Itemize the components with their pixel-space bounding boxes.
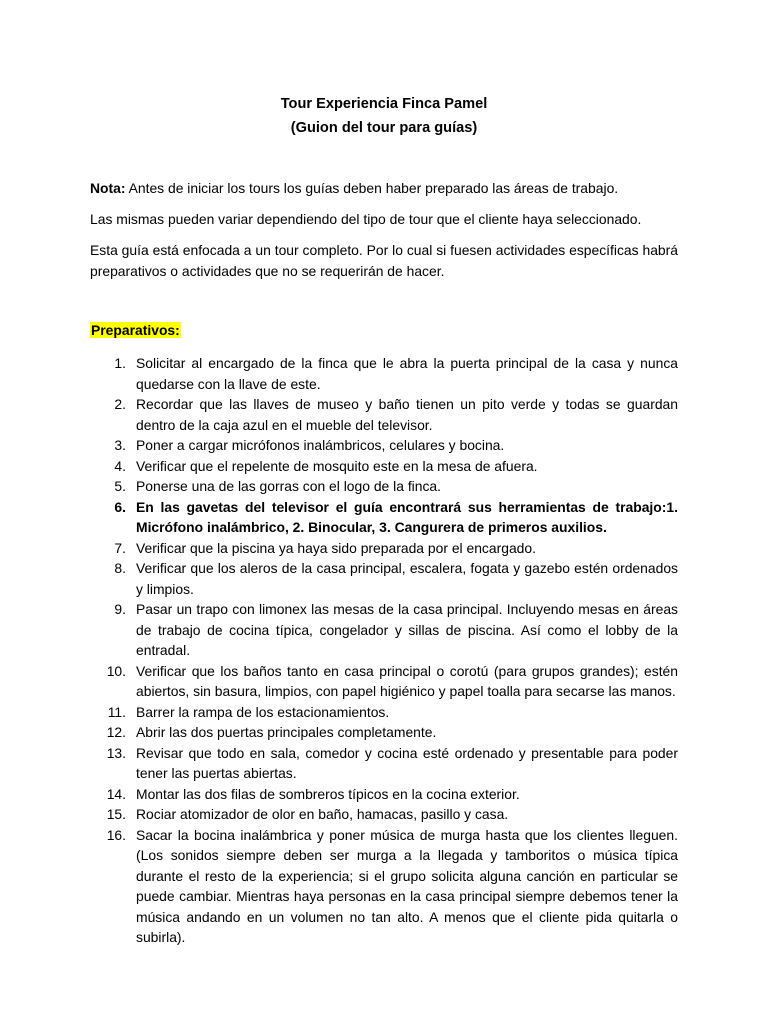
list-item-text: Poner a cargar micrófonos inalámbricos, celulares y bocina. <box>136 437 505 453</box>
list-item-number: 7. <box>114 539 126 556</box>
list-item <box>90 661 678 702</box>
list-item-text: Verificar que los aleros de la casa principal, escalera, fogata y gazebo estén ordenados y limpios. <box>136 560 678 597</box>
list-item-number: 6. <box>114 498 126 515</box>
list-item-text: Pasar un trapo con limonex las mesas de la casa principal. Incluyendo mesas en áreas de trabajo de cocina típica, congelador y sillas de piscina. Así como el lobby de la entradal. <box>136 601 678 658</box>
list-item-number: 9. <box>114 601 126 617</box>
list-item-number: 4. <box>114 457 126 474</box>
list-item-text: Abrir las dos puertas principales completamente. <box>136 724 437 740</box>
list-item-text: En las gavetas del televisor el guía encontrará sus herramientas de trabajo:1. Micrófono inalámbrico, 2. Binocular, 3. Cangurera de primeros auxilios. <box>136 498 678 535</box>
list-item-number: 14. <box>106 785 126 802</box>
list-item-number: 11. <box>107 703 126 720</box>
list-item-text: Recordar que las llaves de museo y baño tienen un pito verde y todas se guardan dentro de la caja azul en el mueble del televisor. <box>136 396 678 433</box>
list-item-text: Verificar que el repelente de mosquito este en la mesa de afuera. <box>136 457 538 474</box>
list-item <box>90 599 678 661</box>
scope-paragraph: Esta guía está enfocada a un tour completo. Por lo cual si fuesen actividades específicas habrá preparativos o actividades que no se requerirán de hacer. <box>90 242 678 279</box>
list-item <box>90 784 678 805</box>
list-item-text: Verificar que la piscina ya haya sido preparada por el encargado. <box>136 539 536 556</box>
variation-paragraph: Las mismas pueden variar dependiendo del tipo de tour que el cliente haya seleccionado. <box>90 211 642 227</box>
list-item <box>90 743 678 784</box>
list-item-number: 16. <box>106 826 126 843</box>
note-label: Nota: <box>90 180 126 196</box>
list-item-text: Montar las dos filas de sombreros típicos en la cocina exterior. <box>136 785 520 802</box>
list-item-number: 13. <box>106 744 126 761</box>
list-item <box>90 497 678 538</box>
list-item-number: 3. <box>114 437 126 453</box>
list-item <box>90 558 678 599</box>
list-item <box>90 435 678 456</box>
list-item-text: Rociar atomizador de olor en baño, hamacas, pasillo y casa. <box>136 806 509 822</box>
list-item-text: Barrer la rampa de los estacionamientos. <box>136 703 390 720</box>
list-item <box>90 722 678 743</box>
list-item <box>90 456 678 477</box>
list-item-text: Revisar que todo en sala, comedor y cocina esté ordenado y presentable para poder tener las puertas abiertas. <box>136 744 678 781</box>
list-item <box>90 353 678 394</box>
list-item-text: Ponerse una de las gorras con el logo de la finca. <box>136 478 442 494</box>
preparations-list <box>90 353 678 948</box>
list-item-number: 15. <box>106 806 126 822</box>
document-title: Tour Experiencia Finca Pamel <box>280 96 488 112</box>
list-item-number: 10. <box>106 662 126 679</box>
list-item-text: Solicitar al encargado de la finca que le abra la puerta principal de la casa y nunca quedarse con la llave de este. <box>136 355 678 392</box>
list-item-number: 8. <box>114 560 126 576</box>
section-heading <box>90 321 181 340</box>
document-subtitle: (Guion del tour para guías) <box>290 120 478 136</box>
list-item-number: 2. <box>114 396 126 412</box>
list-item-number: 5. <box>114 478 126 494</box>
list-item <box>90 476 678 497</box>
list-item <box>90 825 678 948</box>
list-item-number: 12. <box>106 724 126 740</box>
list-item-text: Sacar la bocina inalámbrica y poner música de murga hasta que los clientes lleguen. (Los sonidos siempre deben ser murga a la llegada y tamboritos o música típica durante el resto de la experiencia; si el grupo solicita alguna canción en particular se puede cambiar. Mientras haya personas en la casa principal siempre debemos tener la música andando en un volumen no tan alto. A menos que el cliente pida quitarla o subirla). <box>136 826 678 945</box>
list-item-text: Verificar que los baños tanto en casa principal o corotú (para grupos grandes); estén abiertos, sin basura, limpios, con papel higiénico y papel toalla para secarse las manos. <box>136 662 678 699</box>
list-item-number: 1. <box>114 355 126 371</box>
note-text: Antes de iniciar los tours los guías deben haber preparado las áreas de trabajo. <box>125 180 619 196</box>
list-item <box>90 394 678 435</box>
list-item <box>90 702 678 723</box>
section-heading-text: Preparativos: <box>91 322 180 338</box>
note-paragraph <box>90 178 678 199</box>
list-item <box>90 538 678 559</box>
list-item <box>90 804 678 825</box>
